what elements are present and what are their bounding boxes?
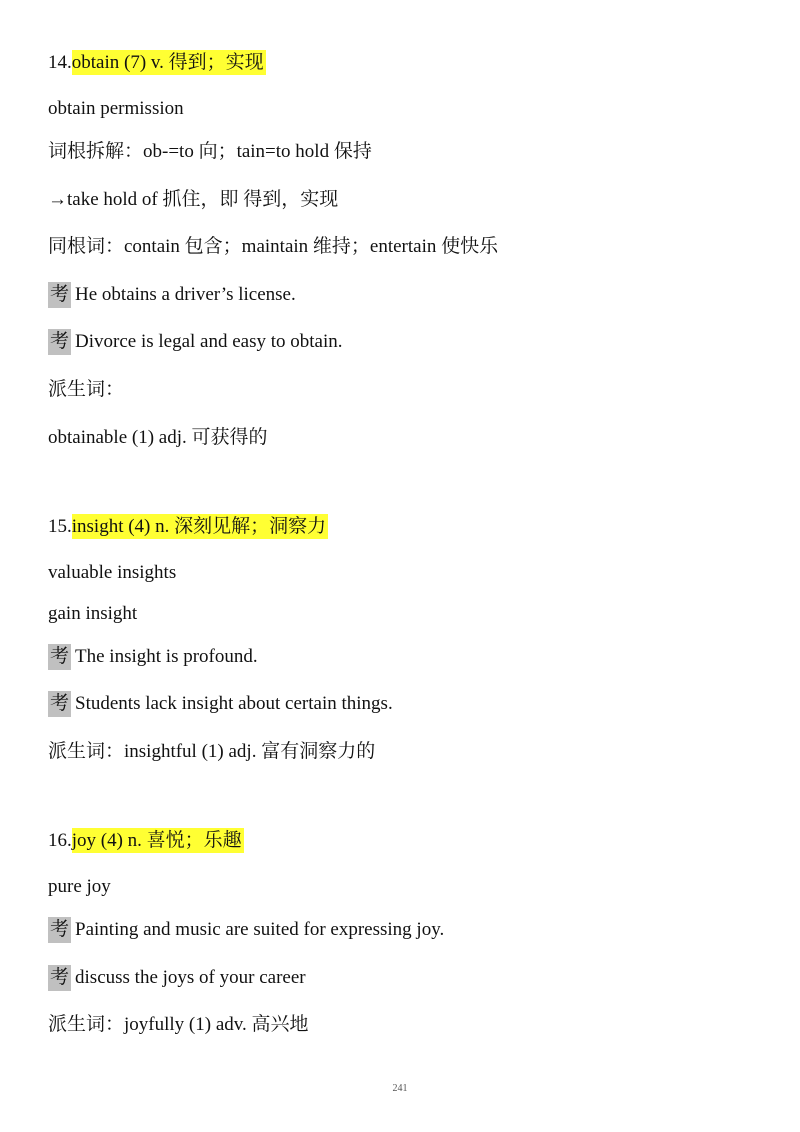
example-sentence	[48, 917, 444, 943]
entry-16-heading	[48, 828, 244, 854]
exam-marker: 考	[48, 917, 71, 943]
phrase: gain insight	[48, 603, 138, 624]
example-sentence	[48, 965, 306, 991]
phrase: obtain permission	[48, 98, 184, 119]
exam-marker: 考	[48, 965, 71, 991]
example-text: He obtains a driver’s license.	[75, 284, 296, 305]
example-text: The insight is profound.	[75, 646, 258, 667]
etymology: 词根拆解：ob-=to 向；tain=to hold 保持	[48, 141, 372, 162]
derived-label: 派生词：	[48, 379, 125, 400]
derived-word: 派生词：insightful (1) adj. 富有洞察力的	[48, 741, 376, 762]
example-text: Students lack insight about certain things.	[75, 693, 393, 714]
example-text: Painting and music are suited for expressing joy.	[75, 919, 445, 940]
entry-number: 15.	[48, 516, 72, 537]
exam-marker: 考	[48, 644, 71, 670]
exam-marker: 考	[48, 282, 71, 308]
cognates: 同根词：contain 包含；maintain 维持；entertain 使快乐	[48, 236, 499, 257]
derived-word: 派生词：joyfully (1) adv. 高兴地	[48, 1014, 309, 1035]
phrase: pure joy	[48, 876, 111, 897]
example-sentence	[48, 329, 343, 355]
example-sentence	[48, 691, 393, 717]
exam-marker: 考	[48, 329, 71, 355]
entry-14-heading	[48, 50, 266, 76]
page-number: 241	[392, 1083, 408, 1094]
headword-highlight: joy (4) n. 喜悦；乐趣	[71, 830, 242, 851]
entry-number: 16.	[48, 830, 72, 851]
example-text: Divorce is legal and easy to obtain.	[75, 331, 343, 352]
headword-highlight: obtain (7) v. 得到；实现	[71, 52, 264, 73]
example-sentence	[48, 282, 296, 308]
phrase: valuable insights	[48, 562, 177, 583]
entry-number: 14.	[48, 52, 72, 73]
derived-word: obtainable (1) adj. 可获得的	[48, 427, 268, 448]
headword-highlight: insight (4) n. 深刻见解；洞察力	[71, 516, 327, 537]
example-text: discuss the joys of your career	[75, 967, 306, 988]
entry-15-heading	[48, 514, 328, 540]
exam-marker: 考	[48, 691, 71, 717]
meaning: →take hold of 抓住，即 得到，实现	[48, 189, 339, 210]
example-sentence	[48, 644, 258, 670]
